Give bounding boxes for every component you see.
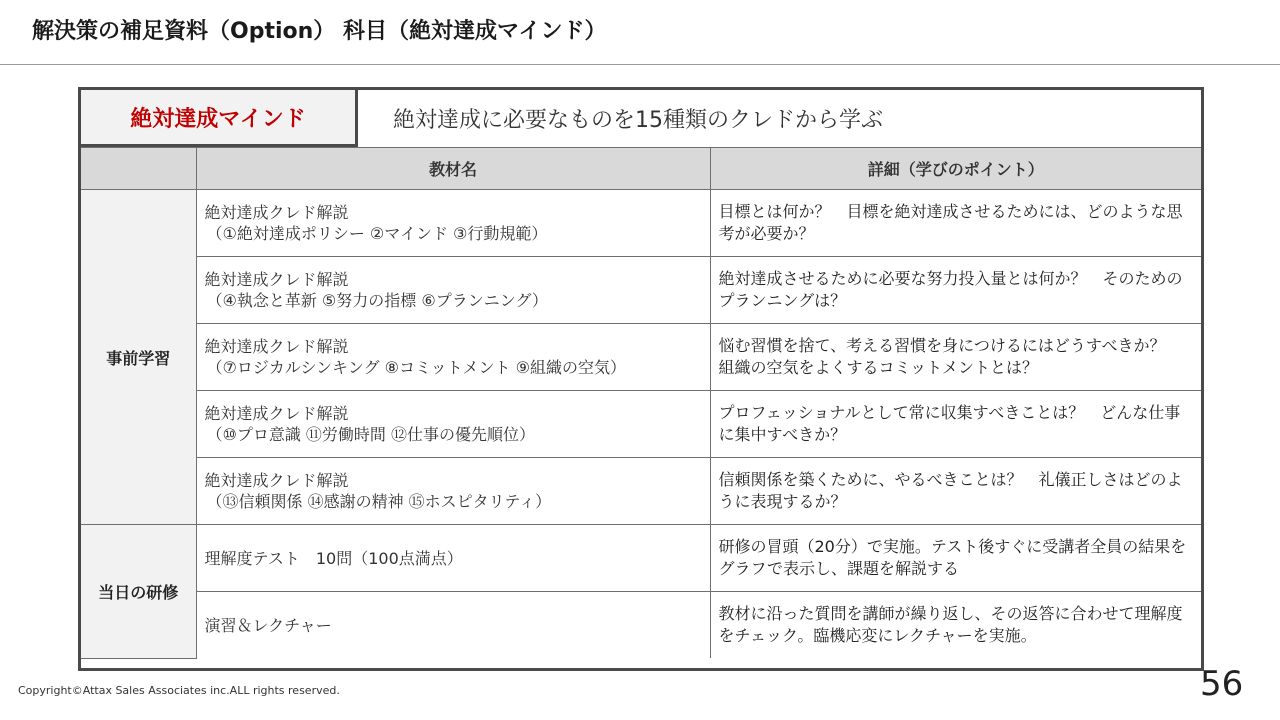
- detail-cell: 教材に沿った質問を講師が繰り返し、その返答に合わせて理解度をチェック。臨機応変にレクチャーを実施。: [710, 592, 1201, 659]
- material-subtitle: （⑩プロ意識 ⑪労働時間 ⑫仕事の優先順位）: [206, 425, 536, 444]
- column-header-material: 教材名: [196, 148, 710, 190]
- material-cell: [196, 257, 710, 324]
- detail-cell: 信頼関係を築くために、やるべきことは？ 礼儀正しさはどのように表現するか？: [710, 458, 1201, 525]
- panel-header: [81, 90, 1201, 147]
- table-row: [81, 190, 1201, 257]
- material-title: 絶対達成クレド解説: [204, 337, 349, 356]
- detail-cell: プロフェッショナルとして常に収集すべきことは？ どんな仕事に集中すべきか？: [710, 391, 1201, 458]
- detail-cell: 悩む習慣を捨て、考える習慣を身につけるにはどうすべきか？ 組織の空気をよくするコミットメントとは？: [710, 324, 1201, 391]
- material-title: 理解度テスト 10問（100点満点）: [204, 548, 463, 568]
- table-row: [81, 257, 1201, 324]
- table-row: [81, 592, 1201, 659]
- material-cell: [196, 592, 710, 659]
- material-cell: [196, 190, 710, 257]
- material-cell: [196, 324, 710, 391]
- group-label-training-day: 当日の研修: [81, 525, 196, 659]
- material-cell: [196, 391, 710, 458]
- page-number: 56: [1200, 664, 1244, 704]
- material-subtitle: （④執念と革新 ⑤努力の指標 ⑥プランニング）: [206, 291, 548, 310]
- material-cell: [196, 458, 710, 525]
- table-header-row: [81, 148, 1201, 190]
- group-label-pre-study: 事前学習: [81, 190, 196, 525]
- page-title: 解決策の補足資料（Option） 科目（絶対達成マインド）: [32, 19, 607, 44]
- material-title: 絶対達成クレド解説: [204, 471, 349, 490]
- table-row: [81, 458, 1201, 525]
- material-subtitle: （⑬信頼関係 ⑭感謝の精神 ⑮ホスピタリティ）: [206, 492, 552, 511]
- copyright-notice: Copyright©Attax Sales Associates inc.ALL rights reserved.: [18, 684, 340, 697]
- material-subtitle: （⑦ロジカルシンキング ⑧コミットメント ⑨組織の空気）: [206, 358, 626, 377]
- material-subtitle: （①絶対達成ポリシー ②マインド ③行動規範）: [206, 224, 548, 243]
- detail-cell: 絶対達成させるために必要な努力投入量とは何か？ そのためのプランニングは？: [710, 257, 1201, 324]
- title-divider: [0, 64, 1280, 65]
- table-row: [81, 391, 1201, 458]
- header-corner: [81, 148, 196, 190]
- detail-cell: 目標とは何か？ 目標を絶対達成させるためには、どのような思考が必要か？: [710, 190, 1201, 257]
- material-title: 絶対達成クレド解説: [204, 270, 349, 289]
- curriculum-table: [81, 147, 1201, 659]
- material-title: 絶対達成クレド解説: [204, 203, 349, 222]
- course-subtitle: 絶対達成に必要なものを15種類のクレドから学ぶ: [393, 108, 883, 133]
- column-header-detail: 詳細（学びのポイント）: [710, 148, 1201, 190]
- course-tab-label: 絶対達成マインド: [81, 90, 358, 147]
- detail-cell: 研修の冒頭（20分）で実施。テスト後すぐに受講者全員の結果をグラフで表示し、課題を解説する: [710, 525, 1201, 592]
- course-panel: [78, 87, 1204, 671]
- material-title: 演習＆レクチャー: [204, 615, 332, 635]
- table-row: [81, 324, 1201, 391]
- table-row: [81, 525, 1201, 592]
- material-cell: [196, 525, 710, 592]
- material-title: 絶対達成クレド解説: [204, 404, 349, 423]
